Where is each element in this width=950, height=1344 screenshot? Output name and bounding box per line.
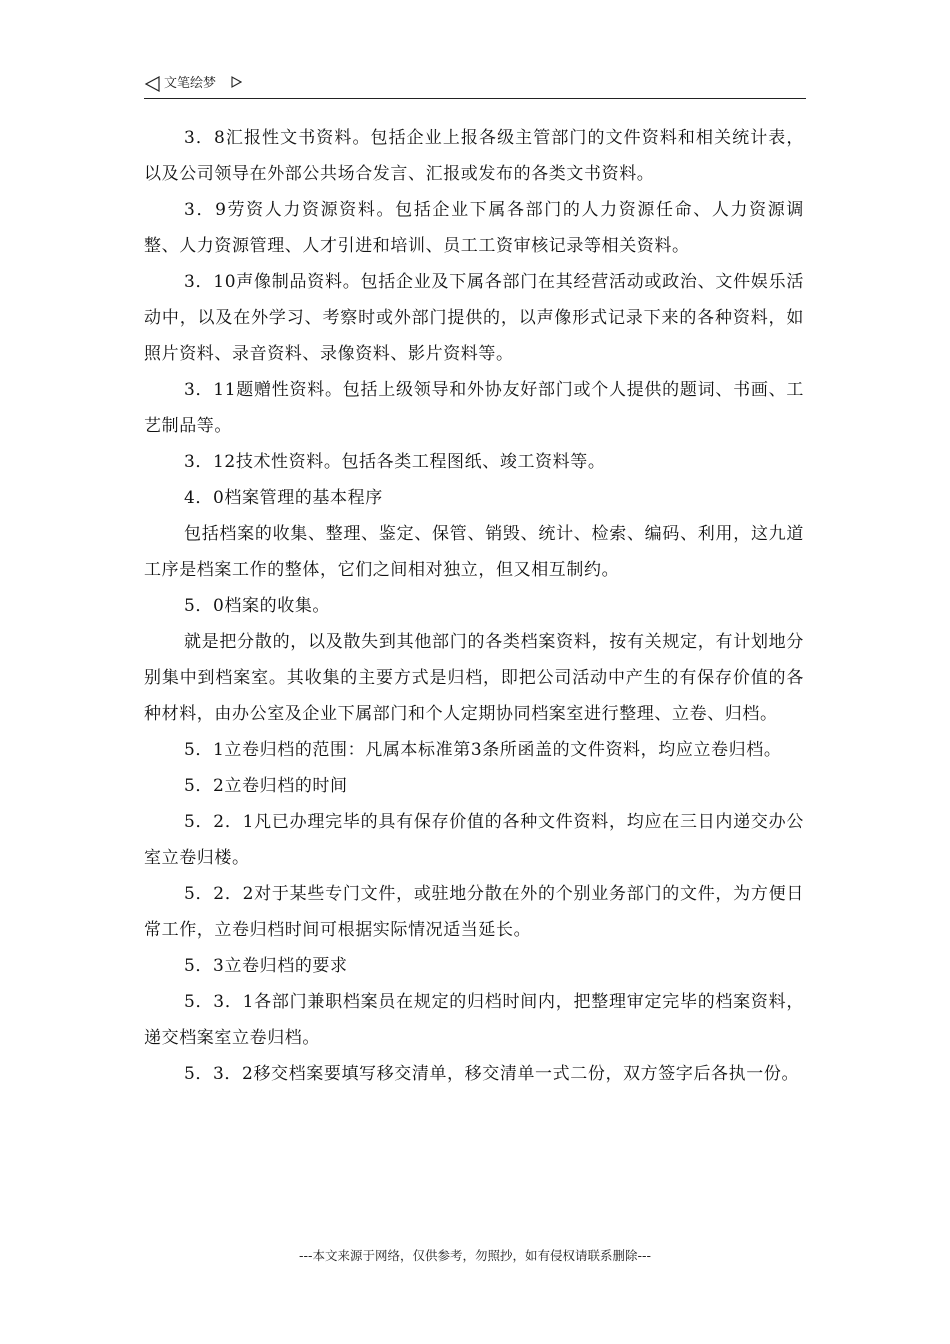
- paragraph: 就是把分散的，以及散失到其他部门的各类档案资料，按有关规定，有计划地分别集中到档案室。其收集的主要方式是归档，即把公司活动中产生的有保存价值的各种材料，由办公室及企业下属部门和个人定期协同档案室进行整理、立卷、归档。: [144, 632, 804, 724]
- paragraph: 5．2．1凡已办理完毕的具有保存价值的各种文件资料，均应在三日内递交办公室立卷归楼。: [144, 812, 804, 868]
- section-heading: 5．3立卷归档的要求: [184, 956, 348, 976]
- section-heading: 5．0档案的收集。: [184, 596, 331, 616]
- paragraph: 3．10声像制品资料。包括企业及下属各部门在其经营活动或政治、文件娱乐活动中，以及在外学习、考察时或外部门提供的，以声像形式记录下来的各种资料，如照片资料、录音资料、录像资料、影片资料等。: [144, 272, 804, 364]
- paragraph: 3．11题赠性资料。包括上级领导和外协友好部门或个人提供的题词、书画、工艺制品等。: [144, 380, 804, 436]
- page-header: [144, 74, 806, 99]
- paragraph: 3．9劳资人力资源资料。包括企业下属各部门的人力资源任命、人力资源调整、人力资源管理、人才引进和培训、员工工资审核记录等相关资料。: [144, 200, 804, 256]
- paragraph: 3．12技术性资料。包括各类工程图纸、竣工资料等。: [184, 452, 606, 472]
- paragraph: 5．3．1各部门兼职档案员在规定的归档时间内，把整理审定完毕的档案资料，递交档案室立卷归档。: [144, 992, 804, 1048]
- paragraph: 3．8汇报性文书资料。包括企业上报各级主管部门的文件资料和相关统计表，以及公司领导在外部公共场合发言、汇报或发布的各类文书资料。: [144, 128, 804, 184]
- triangle-right-outline-icon: [230, 76, 242, 88]
- paragraph: 5．3．2移交档案要填写移交清单，移交清单一式二份，双方签字后各执一份。: [184, 1064, 800, 1084]
- header-title: 文笔绘梦: [164, 76, 217, 91]
- triangle-left-outline-icon: [144, 76, 160, 92]
- section-heading: 5．2立卷归档的时间: [184, 776, 348, 796]
- section-heading: 4．0档案管理的基本程序: [184, 488, 383, 508]
- footer-disclaimer: ---本文来源于网络，仅供参考，勿照抄，如有侵权请联系删除---: [298, 1248, 652, 1263]
- paragraph: 5．1立卷归档的范围：凡属本标准第3条所函盖的文件资料，均应立卷归档。: [184, 740, 782, 760]
- paragraph: 包括档案的收集、整理、鉴定、保管、销毁、统计、检索、编码、利用，这九道工序是档案工作的整体，它们之间相对独立，但又相互制约。: [144, 524, 804, 580]
- document-body: [144, 120, 804, 1092]
- paragraph: 5．2．2对于某些专门文件，或驻地分散在外的个别业务部门的文件，为方便日常工作，立卷归档时间可根据实际情况适当延长。: [144, 884, 804, 940]
